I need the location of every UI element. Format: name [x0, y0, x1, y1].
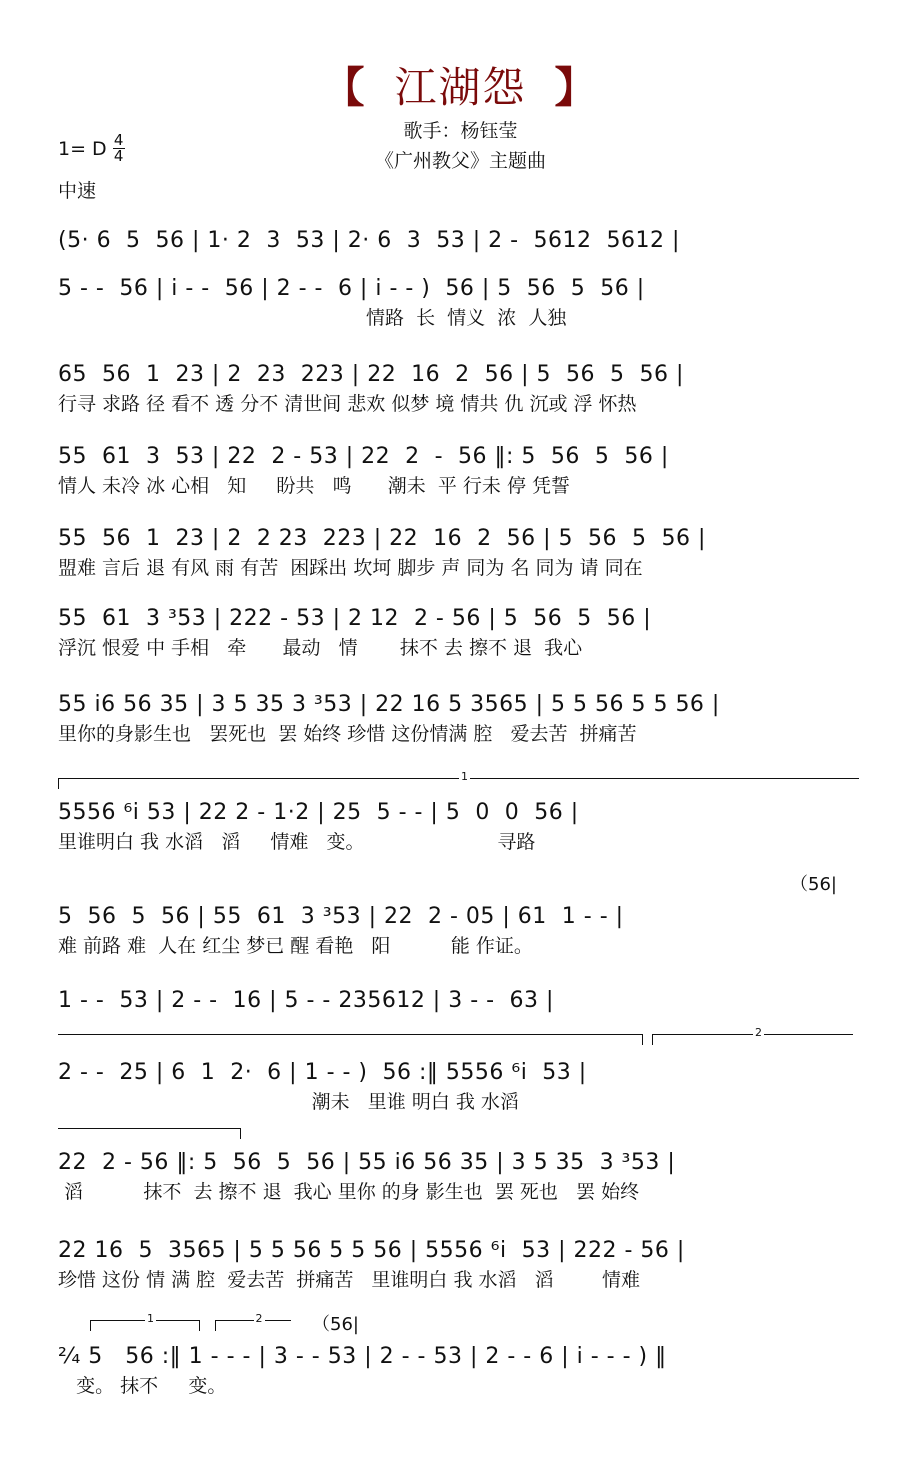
- score-line-8: [58, 798, 858, 856]
- volta-line-continuation-2: [58, 1128, 241, 1139]
- song-title: [0, 55, 921, 115]
- score-line-13: [58, 1236, 858, 1294]
- notes: 5 - - 56 | i - - 56 | 2 - - 6 | i - - ) 56 | 5 56 5 56 |: [58, 276, 645, 301]
- lyrics: 盟难 言后 退 有风 雨 有苦 困踩出 坎坷 脚步 声 同为 名 同为 请 同在: [58, 557, 643, 579]
- lyrics: 行寻 求路 径 看不 透 分不 清世间 悲欢 似梦 境 情共 仇 沉或 浮 怀热: [58, 393, 637, 415]
- volta-bracket-2: 2: [652, 1034, 853, 1045]
- notes: 5556 ⁶i 53 | 22 2 - 1·2 | 25 5 - - | 5 0 0 56 |: [58, 800, 579, 825]
- lyrics: 里你的身影生也 罢死也 罢 始终 珍惜 这份情满 腔 爱去苦 拼痛苦: [58, 723, 637, 745]
- notes: 1 - - 53 | 2 - - 16 | 5 - - 235612 | 3 - - 63 |: [58, 988, 554, 1013]
- notes: 55 i6 56 35 | 3 5 35 3 ³53 | 22 16 5 3565 | 5 5 56 5 5 56 |: [58, 692, 720, 717]
- tempo-marking: 中速: [58, 180, 97, 202]
- volta-bracket-1: 1: [58, 778, 859, 789]
- volta-bracket-2b: 2: [215, 1320, 291, 1331]
- lyrics: 珍惜 这份 情 满 腔 爱去苦 拼痛苦 里谁明白 我 水滔 滔 情难: [58, 1269, 640, 1291]
- score-line-2: [58, 274, 858, 332]
- score-line-10: [58, 986, 858, 1016]
- score-line-6: [58, 604, 858, 662]
- score-line-11: [58, 1058, 858, 1116]
- notes: 5 56 5 56 | 55 61 3 ³53 | 22 2 - 05 | 61 1 - - |: [58, 904, 624, 929]
- lyrics: 浮沉 恨爱 中 手相 牵 最动 情 抹不 去 擦不 退 我心: [58, 637, 583, 659]
- notes: 2 - - 25 | 6 1 2· 6 | 1 - - ) 56 :‖ 5556 ⁶i 53 |: [58, 1060, 587, 1085]
- time-signature: $\frac{4}{4}$: [113, 131, 124, 165]
- lyrics: 情人 未冷 冰 心相 知 盼共 鸣 潮未 平 行未 停 凭誓: [58, 475, 570, 497]
- title-text: 江湖怨: [394, 63, 527, 112]
- title-bracket-open: 【: [322, 63, 367, 112]
- notes: 55 61 3 ³53 | 222 - 53 | 2 12 2 - 56 | 5 56 5 56 |: [58, 606, 652, 631]
- title-bracket-close: 】: [554, 63, 599, 112]
- pickup-note-final: （56|: [312, 1314, 359, 1335]
- notes: 22 16 5 3565 | 5 5 56 5 5 56 | 5556 ⁶i 53 | 222 - 56 |: [58, 1238, 685, 1263]
- notes: 22 2 - 56 ‖: 5 56 5 56 | 55 i6 56 35 | 3 5 35 3 ³53 |: [58, 1150, 676, 1175]
- notes: 55 61 3 53 | 22 2 - 53 | 22 2 - 56 ‖: 5 56 5 56 |: [58, 444, 669, 469]
- pickup-note: （56|: [790, 874, 837, 895]
- score-line-9: [58, 902, 858, 960]
- lyrics: 难 前路 难 人在 红尘 梦已 醒 看艳 阳 能 作证。: [58, 935, 533, 957]
- singer-credit: 歌手：杨钰莹: [403, 120, 518, 142]
- score-line-7: [58, 690, 858, 748]
- notes: (5· 6 5 56 | 1· 2 3 53 | 2· 6 3 53 | 2 - 5612 5612 |: [58, 228, 680, 253]
- key-signature: [58, 133, 125, 164]
- notes: 65 56 1 23 | 2 23 223 | 22 16 2 56 | 5 56 5 56 |: [58, 362, 684, 387]
- key-label: 1= D: [58, 137, 107, 160]
- score-line-4: [58, 442, 858, 500]
- lyrics: 情路 长 情义 浓 人独: [58, 307, 567, 329]
- score-line-12: [58, 1148, 858, 1206]
- lyrics: 潮未 里谁 明白 我 水滔: [58, 1091, 519, 1113]
- volta-bracket-1b: 1: [90, 1320, 200, 1331]
- source-credit: 《广州教父》主题曲: [374, 150, 546, 172]
- notes: 55 56 1 23 | 2 2 23 223 | 22 16 2 56 | 5 56 5 56 |: [58, 526, 706, 551]
- lyrics: 滔 抹不 去 擦不 退 我心 里你 的身 影生也 罢 死也 罢 始终: [58, 1181, 640, 1203]
- score-line-5: [58, 524, 858, 582]
- notes: ²⁄₄ 5 56 :‖ 1 - - - | 3 - - 53 | 2 - - 53 | 2 - - 6 | i - - - ) ‖: [58, 1344, 667, 1369]
- lyrics: 里谁明白 我 水滔 滔 情难 变。 寻路: [58, 831, 536, 853]
- lyrics: 变。 抹不 变。: [58, 1375, 227, 1397]
- score-line-3: [58, 360, 858, 418]
- volta-line-continuation: [58, 1034, 643, 1045]
- score-line-14: [58, 1342, 858, 1400]
